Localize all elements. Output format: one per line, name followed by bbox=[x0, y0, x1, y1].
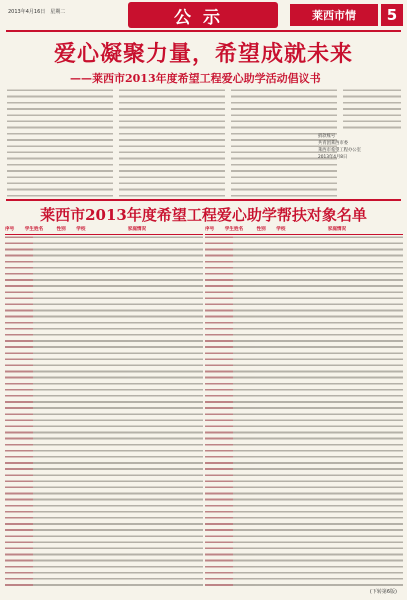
header-gender: 性别 bbox=[56, 227, 66, 232]
header-gender: 性别 bbox=[256, 227, 266, 232]
list-title: 莱西市2013年度希望工程爱心助学帮扶对象名单 bbox=[40, 206, 367, 224]
issue-date: 2013年4月16日 星期二 bbox=[8, 9, 66, 15]
signature-org: 共青团莱西市委 bbox=[318, 141, 349, 146]
header-name: 学生姓名 bbox=[224, 227, 244, 232]
subheadline: ——莱西市2013年度希望工程爱心助学活动倡议书 bbox=[70, 72, 321, 85]
header-school: 学校 bbox=[76, 227, 86, 232]
section-banner bbox=[128, 2, 278, 28]
table-rows bbox=[205, 235, 403, 586]
paper-name: 莱西市情 bbox=[312, 9, 356, 22]
signature-org2: 莱西市希望工程办公室 bbox=[318, 148, 361, 153]
header-school: 学校 bbox=[276, 227, 286, 232]
paper-name-banner bbox=[290, 4, 378, 26]
header-rule bbox=[6, 30, 401, 32]
headline: 爱心凝聚力量，希望成就未来 bbox=[53, 41, 353, 67]
section-rule bbox=[6, 199, 401, 201]
beneficiary-table bbox=[5, 226, 403, 586]
header-family: 家庭情况 bbox=[127, 227, 147, 232]
body-column bbox=[119, 88, 225, 198]
signature-date: 2013年4月8日 bbox=[318, 155, 348, 160]
signature-block bbox=[318, 133, 404, 161]
account-label: 捐款账号 bbox=[318, 134, 336, 139]
header-index: 序号 bbox=[5, 227, 15, 232]
body-column bbox=[7, 88, 113, 198]
header-index: 序号 bbox=[205, 227, 215, 232]
page-number: 5 bbox=[381, 4, 403, 26]
table-header bbox=[5, 226, 203, 235]
continued-note: (下转第6版) bbox=[369, 589, 397, 595]
table-column-group bbox=[5, 226, 203, 586]
header-name: 学生姓名 bbox=[24, 227, 44, 232]
table-column-group bbox=[205, 226, 403, 586]
header-family: 家庭情况 bbox=[327, 227, 347, 232]
table-rows bbox=[5, 235, 203, 586]
table-header bbox=[205, 226, 403, 235]
section-title: 公示 bbox=[174, 7, 232, 28]
